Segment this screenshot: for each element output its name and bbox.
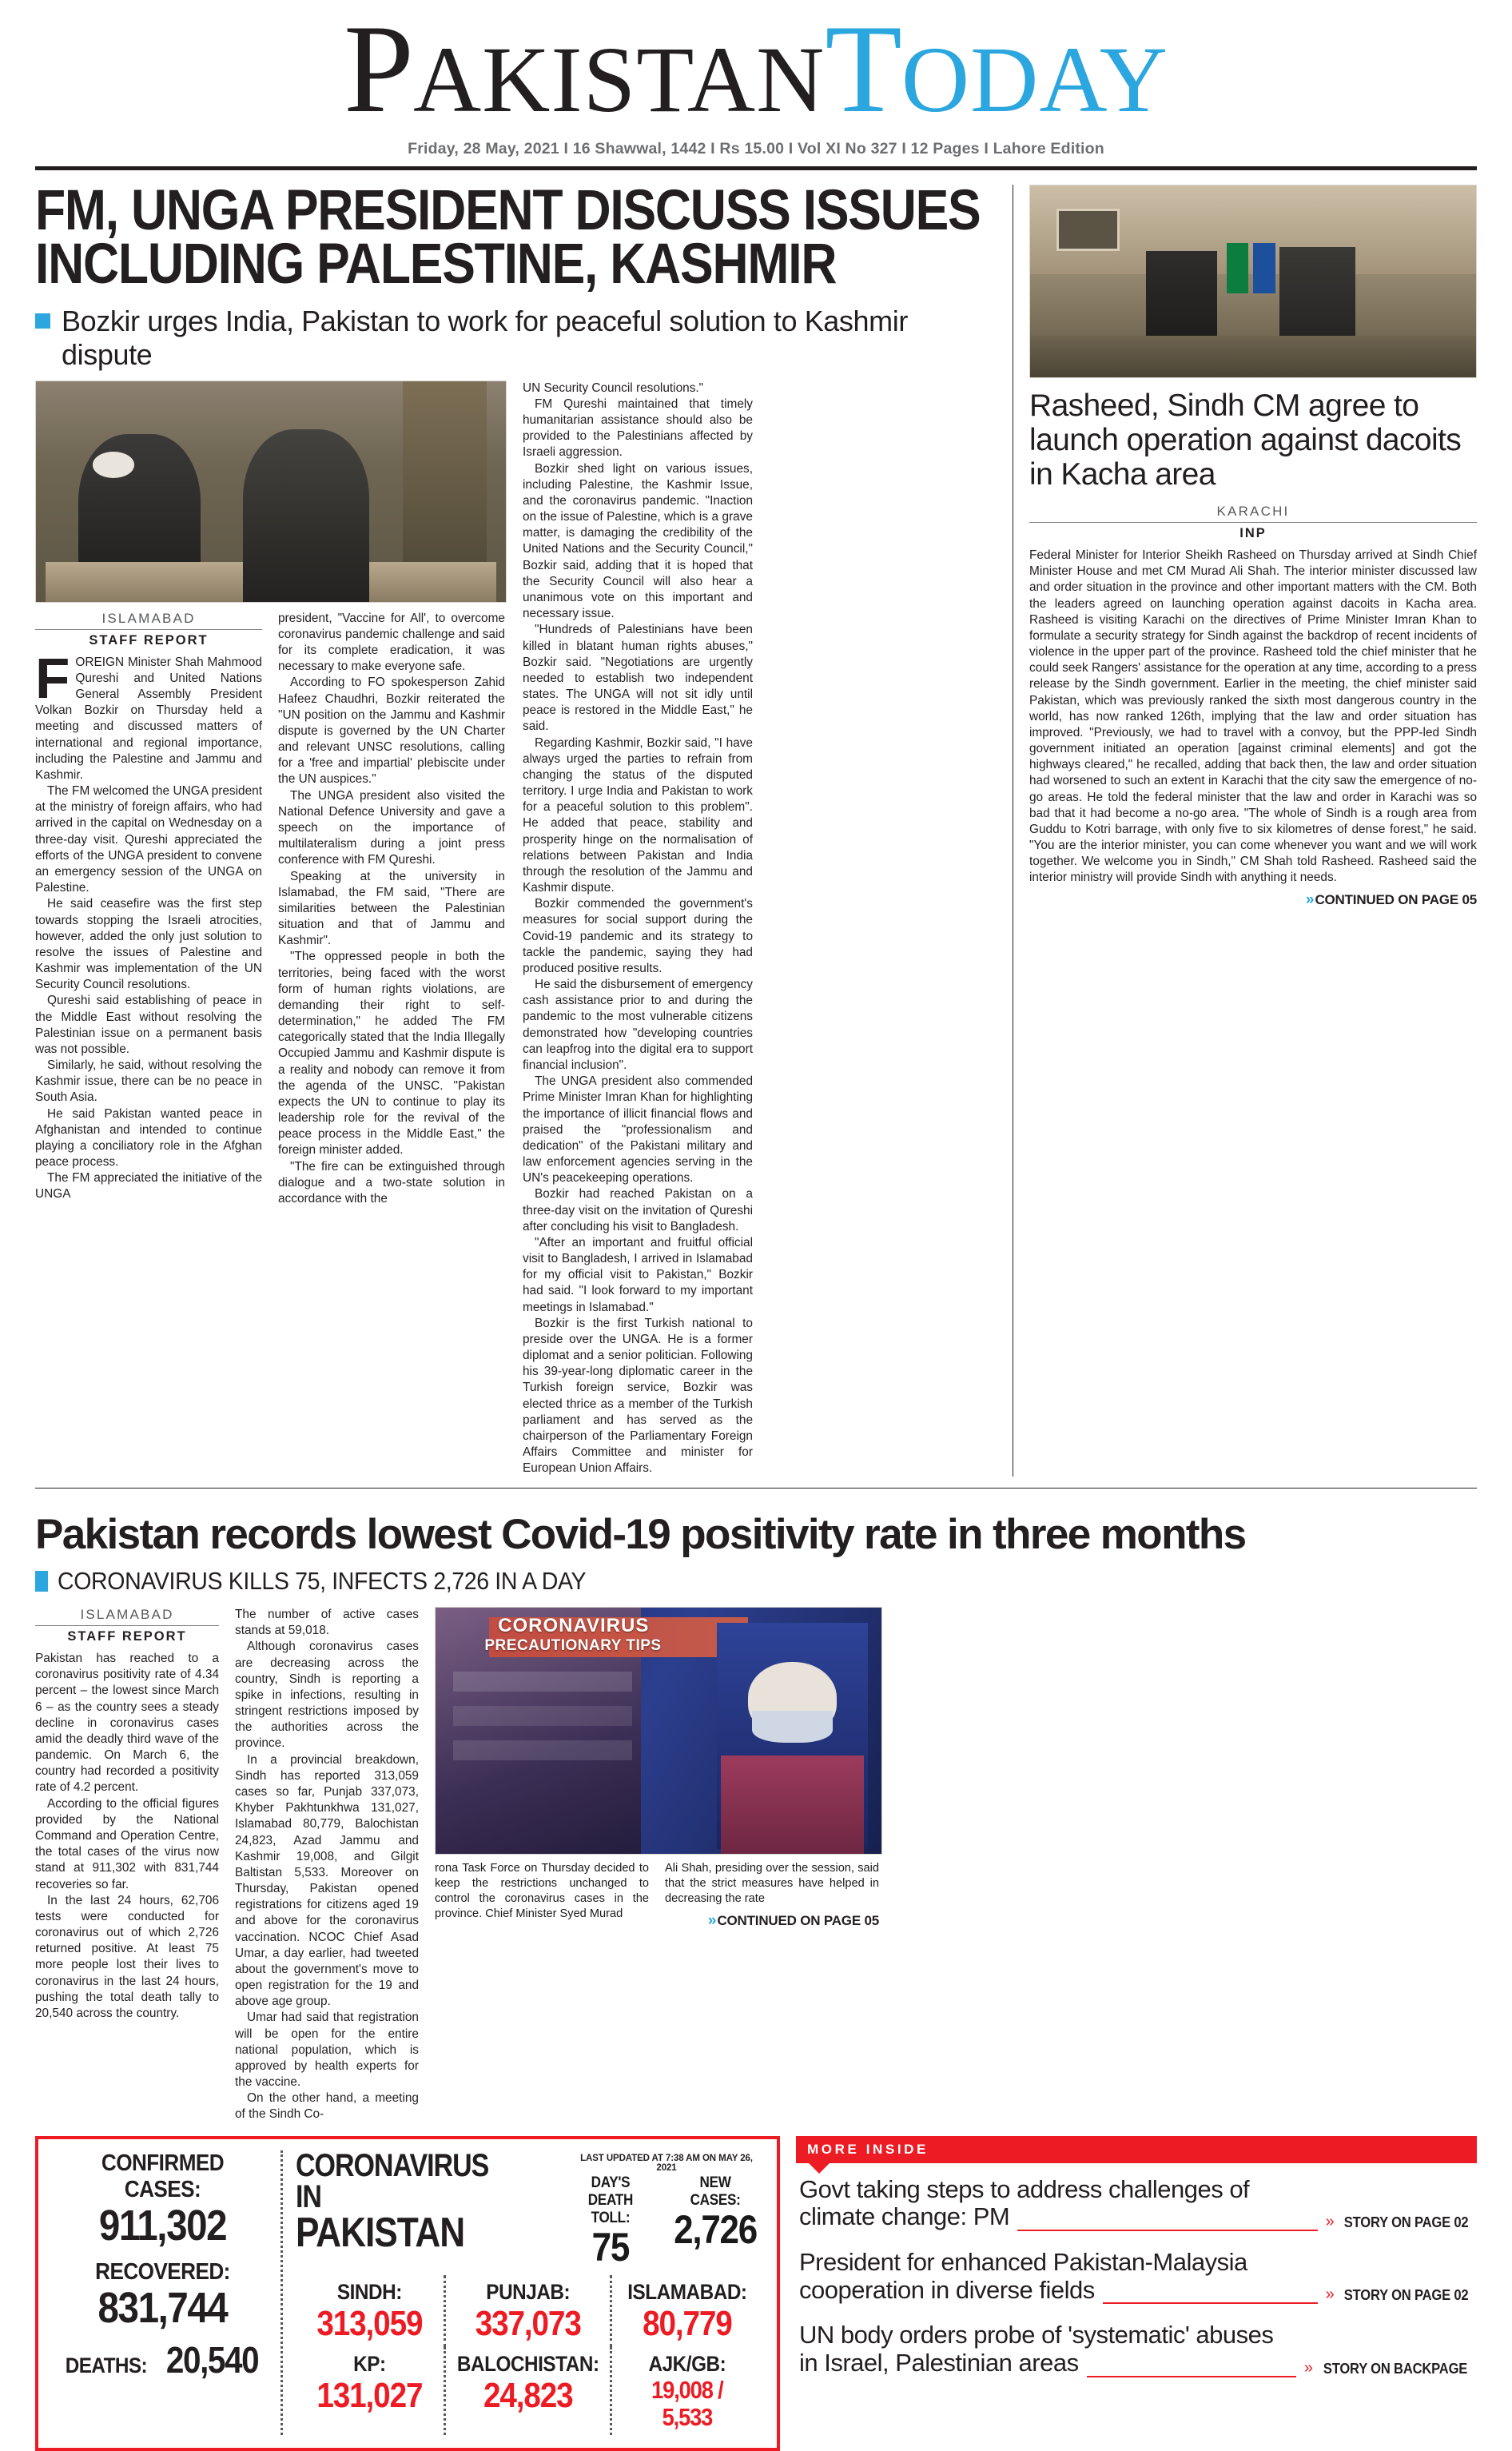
lead-column-2 — [278, 611, 505, 1207]
paragraph: The number of active cases stands at 59,018. — [235, 1608, 419, 1638]
province-value: 313,059 — [316, 2303, 423, 2343]
paragraph: The UNGA president also visited the National Defence University and gave a speech on the importance of multilateralism during a joint press conference with FM Qureshi. — [278, 788, 505, 867]
paragraph: Umar had said that registration will be open for the entire national population, which is approved by health experts for the vaccine. — [235, 2011, 419, 2090]
paragraph: According to the official figures provided by the National Command and Operation Centre, the total cases of the virus now stand at 911,302 with 831,744 recoveries so far. — [35, 1796, 219, 1891]
lead-column-1 — [35, 611, 262, 1207]
paragraph: He said Pakistan wanted peace in Afghanistan and intended to continue playing a conciliatory role in the Afghan peace process. — [35, 1106, 262, 1170]
paragraph: He said ceasefire was the first step towards stopping the Israeli atrocities, however, added the only just solution to resolve the issues of Palestine and Kashmir was implementation of the UN Security Council resolutions. — [35, 897, 262, 992]
side-story-headline[interactable]: Rasheed, Sindh CM agree to launch operation against dacoits in Kacha area — [1029, 389, 1462, 492]
photo-accent — [1056, 209, 1119, 251]
paragraph: Qureshi said establishing of peace in the Middle East without resolving the Palestinian issue on a permanent basis was not possible. — [35, 994, 262, 1056]
deaths-value: 20,540 — [165, 2338, 259, 2381]
deaths-label: DEATHS: — [65, 2353, 148, 2377]
paragraph: president, "Vaccine for All', to overcome coronavirus pandemic challenge and said for its complete eradication, it was necessary to make everyone safe. — [278, 611, 505, 674]
photo-accent — [93, 452, 135, 478]
lead-dateline — [35, 611, 262, 648]
paragraph: "Hundreds of Palestinians have been killed in blatant human rights abuses," Bozkir said. "Negotiations are urgently needed to establish two independent states. The UNGA will not sit idly until peace is restored in the Middle East," he said. — [523, 623, 753, 734]
province-label: KP: — [353, 2352, 386, 2377]
paragraph: FM Qureshi maintained that timely humanitarian assistance should also be provided to the Palestinians affected by Israeli aggression. — [523, 397, 753, 460]
chevron-right-icon: » — [1305, 891, 1311, 908]
photo-overlay-subtitle: PRECAUTIONARY TIPS — [484, 1637, 662, 1655]
paragraph: Bozkir commended the government's measures for social support during the Covid-19 pandemic and its strategy to tackle the pandemic, saying they had produced positive results. — [523, 897, 753, 975]
chevron-right-icon: » — [1325, 2213, 1331, 2231]
last-updated-label: LAST UPDATED AT 7:38 AM ON MAY 26, 2021 — [580, 2153, 753, 2173]
confirmed-cases-label: CONFIRMED CASES: — [101, 2150, 225, 2202]
photo-accent — [1253, 243, 1275, 293]
paragraph: UN Security Council resolutions." — [523, 381, 704, 395]
new-cases-label: NEW CASES: — [690, 2174, 741, 2209]
paragraph: Pakistan has reached to a coronavirus positivity rate of 4.34 percent – the lowest since March 6 – as the country sees a steady decline in coronavirus cases amid the deadly third wave of the pandemic. On March 6, the country had recorded a positivity rate of 4.2 percent. — [35, 1652, 219, 1795]
paragraph: He said the disbursement of emergency cash assistance prior to and during the pandemic to the most vulnerable citizens demonstrated how "developing countries can leapfrog into the digital era to support financial inclusion". — [523, 978, 753, 1072]
masthead-oday: ODAY — [901, 27, 1168, 132]
continued-label: CONTINUED ON PAGE 05 — [1315, 891, 1477, 907]
stat-box-header — [296, 2147, 762, 2270]
province-cell — [446, 2347, 612, 2435]
side-story — [1013, 185, 1477, 1477]
province-value: 19,008 / 5,533 — [651, 2376, 723, 2431]
photo-accent — [1030, 336, 1476, 378]
side-story-photo — [1029, 185, 1477, 378]
covid-dateline — [35, 1607, 219, 1644]
dateline-city: KARACHI — [1029, 504, 1477, 523]
masthead-akistan: AKISTAN — [412, 27, 826, 132]
divider-line — [1087, 2376, 1296, 2377]
paragraph: Although coronavirus cases are decreasing across the country, Sindh is reporting a spike in infections, resulting in stringent restrictions imposed by the authorities across the province. — [235, 1640, 419, 1751]
chevron-right-icon: » — [1303, 2358, 1310, 2377]
stat-box-right — [283, 2147, 762, 2435]
covid-column-1 — [35, 1607, 219, 2123]
drop-cap: F — [35, 647, 70, 711]
province-value: 131,027 — [316, 2376, 423, 2416]
dateline-city: ISLAMABAD — [35, 611, 262, 630]
paragraph: Similarly, he said, without resolving the Kashmir issue, there can be no peace in South Asia. — [35, 1058, 262, 1105]
inside-headline-line2: climate change: PM — [799, 2202, 1010, 2231]
province-cell — [612, 2347, 762, 2435]
recovered-label: RECOVERED: — [95, 2259, 230, 2286]
masthead — [35, 0, 1477, 166]
day-death-toll — [571, 2174, 651, 2270]
photo-accent — [721, 1756, 864, 1854]
paragraph — [35, 647, 262, 783]
chevron-right-icon: » — [1325, 2286, 1331, 2304]
lead-column-3 — [523, 381, 753, 1477]
covid-kicker — [35, 1567, 882, 1596]
photo-overlay-title: CORONAVIRUS — [498, 1615, 650, 1637]
paragraph: Bozkir had reached Pakistan on a three-day visit on the invitation of Qureshi after concluding his visit to Bangladesh. — [523, 1187, 753, 1233]
day-death-label: DAY'S DEATH TOLL: — [587, 2174, 634, 2226]
stat-box-left — [53, 2150, 283, 2435]
paragraph: The FM welcomed the UNGA president at the ministry of foreign affairs, who had arrived in the capital on Wednesday on a three-day visit. Qureshi appreciated the efforts of the UNGA president to convene an emergency session of the UNGA on Palestine. — [35, 784, 262, 895]
inside-headline-line1: Govt taking steps to address challenges of — [799, 2174, 1250, 2203]
province-value: 24,823 — [483, 2376, 573, 2416]
lead-headline[interactable]: FM, UNGA PRESIDENT DISCUSS ISSUES INCLUDING PALESTINE, KASHMIR — [35, 179, 981, 297]
paragraph: The FM appreciated the initiative of the UNGA — [35, 1171, 262, 1202]
photo-accent — [46, 562, 496, 602]
bullet-square-icon — [35, 313, 50, 329]
side-story-continued[interactable] — [1029, 891, 1477, 909]
continued-label: CONTINUED ON PAGE 05 — [717, 1913, 879, 1928]
paragraph: Bozkir shed light on various issues, including Palestine, the Kashmir Issue, and the coronavirus pandemic. "Inaction on the issue of Palestine, which is a grave matter, is damaging the credibility of the United Nations and the Security Council," Bozkir said, adding that it is hoped that the Security Council will also hear a unanimous vote on this important and necessary issue. — [523, 461, 753, 621]
covid-caption-row — [435, 1861, 882, 1931]
province-label: AJK/GB: — [648, 2352, 726, 2377]
province-cell — [296, 2275, 446, 2348]
photo-accent — [453, 1740, 631, 1760]
province-label: ISLAMABAD: — [627, 2279, 747, 2304]
photo-accent — [453, 1706, 631, 1726]
province-label: BALOCHISTAN: — [456, 2352, 599, 2377]
recovered-value: 831,744 — [97, 2284, 228, 2333]
section-rule — [35, 1488, 1477, 1489]
deaths-row — [53, 2338, 273, 2381]
dateline-source: INP — [1239, 526, 1267, 541]
covid-kicker-text: CORONAVIRUS KILLS 75, INFECTS 2,726 IN A DAY — [58, 1567, 587, 1596]
paragraph-text: OREIGN Minister Shah Mahmood Qureshi and United Nations General Assembly President Volkan Bozkir on Thursday held a meeting and discussed matters of international and regional importance, including the Palestine and Jammu and Kashmir. — [35, 655, 262, 782]
lead-kicker — [35, 305, 995, 373]
bullet-square-icon — [35, 1571, 48, 1592]
masthead-dateline: Friday, 28 May, 2021 I 16 Shawwal, 1442 I Rs 15.00 I Vol XI No 327 I 12 Pages I Lahore Edition — [408, 140, 1104, 158]
lead-story — [35, 179, 995, 1477]
paragraph: Bozkir is the first Turkish national to preside over the UNGA. He is a former diplomat and a senior politician. Following his 39-year-long diplomatic career in the Turkish foreign service, Bozkir was elected thrice as a member of the Turkish parliament and has served as the chairperson of the Parliamentary Foreign Affairs Committee and minister for European Union Affairs. — [523, 1316, 753, 1476]
province-value: 337,073 — [475, 2303, 581, 2343]
stat-box-title — [296, 2147, 520, 2256]
paragraph: Speaking at the university in Islamabad, the FM said, "There are similarities between the Palestinian situation and that of Jammu and Kashmir". — [278, 869, 505, 948]
stat-title-line1: CORONAVIRUS IN — [296, 2147, 489, 2214]
province-label: PUNJAB: — [486, 2279, 570, 2304]
paragraph: Regarding Kashmir, Bozkir said, "I have always urged the parties to refrain from changing the status of the disputed territory. I urge India and Pakistan to work for a peaceful solution to this problem". He added that peace, stability and prosperity hinge on the normalisation of relations between Pakistan and India through the resolution of the Jammu and Kashmir dispute. — [523, 735, 753, 895]
story-reference[interactable]: STORY ON PAGE 02 — [1343, 2287, 1469, 2304]
photo-caption-left: rona Task Force on Thursday decided to keep the restrictions unchanged to control the coronavirus cases in the province. Chief Minister Syed Murad — [435, 1862, 649, 1920]
divider-line — [1103, 2302, 1318, 2304]
inside-headline-line1: UN body orders probe of 'systematic' abuses — [799, 2321, 1274, 2349]
province-grid — [296, 2275, 762, 2435]
story-reference[interactable]: STORY ON PAGE 02 — [1343, 2214, 1469, 2231]
dateline-city: ISLAMABAD — [35, 1607, 219, 1626]
province-cell — [446, 2275, 612, 2348]
covid-body — [35, 1607, 882, 2123]
lead-block — [35, 170, 1477, 1477]
masthead-t: T — [825, 0, 901, 139]
paragraph: "After an important and fruitful official visit to Bangladesh, I arrived in Islamabad for my official visit to Pakistan," Bozkir had said. "I look forward to my important meetings in Islamabad." — [523, 1235, 753, 1314]
covid-column-2 — [235, 1607, 419, 2123]
inside-footer — [799, 2349, 1474, 2377]
paragraph: According to FO spokesperson Zahid Hafeez Chaudhri, Bozkir reiterated the "UN position on the Jammu and Kashmir dispute is governed by the UN Charter and relevant UNSC resolutions, calling for a 'free and impartial' plebiscite under the UN auspices." — [278, 676, 505, 787]
paragraph: "The oppressed people in both the territories, being faced with the worst form of human rights violations, are demanding their right to self-determination," he added The FM categorically stated that the India Illegally Occupied Jammu and Kashmir dispute is a reality and nobody can remove it from the agenda of the UNSC. "Pakistan expects the UN to continue to play its leadership role for the revival of the peace process in the Middle East," the foreign minister added. — [278, 950, 505, 1158]
paragraph: "The fire can be extinguished through dialogue and a two-state solution in accordance with the — [278, 1159, 505, 1206]
photo-accent — [453, 1672, 631, 1692]
paragraph: In a provincial breakdown, Sindh has reported 313,059 cases so far, Punjab 337,073, Khyber Pakhtunkhwa 131,027, Islamabad 80,779, Balochistan 24,823, Azad Jammu and Kashmir 19,008, and Gilgit Baltistan 5,533. Moreover on Thursday, Pakistan opened registrations for citizens aged 19 and above for the coronavirus vaccination. NCOC Chief Asad Umar, a day earlier, had tweeted about the government's move to open registration for the 19 and above age group. — [235, 1752, 419, 2009]
side-story-dateline — [1029, 504, 1477, 541]
masthead-wordmark[interactable] — [35, 0, 1477, 139]
day-death-value: 75 — [591, 2224, 630, 2270]
chevron-right-icon: » — [707, 1912, 713, 1929]
covid-story — [35, 1501, 1477, 2122]
divider-line — [1017, 2230, 1317, 2231]
photo-caption-right — [665, 1861, 879, 1931]
new-cases — [668, 2174, 762, 2267]
more-inside-item[interactable] — [796, 2163, 1477, 2236]
province-value: 80,779 — [643, 2303, 732, 2343]
province-label: SINDH: — [336, 2279, 402, 2304]
paragraph: In the last 24 hours, 62,706 tests were conducted for coronavirus out of which 2,726 returned positive. At least 75 more people lost their lives to coronavirus in the last 24 hours, pushing the total death tally to 20,540 across the country. — [35, 1893, 219, 2020]
confirmed-cases-value: 911,302 — [98, 2201, 227, 2250]
paragraph: Federal Minister for Interior Sheikh Rasheed on Thursday arrived at Sindh Chief Minister House and met CM Murad Ali Shah. The interior minister discussed law and order situation in the province and other important matters with the CM. Both the leaders agreed on launching operation against dacoits in Kacha area. Rasheed is visiting Karachi on the directives of Prime Minister Imran Khan to formulate a security strategy for Sindh against the backdrop of recent incidents of violence in the upper part of the province. Rasheed told the chief minister that he could seek Rangers' assistance for the operation at any time, according to a press release by the Sindh government. Earlier in the meeting, the chief minister said Pakistan, which was previously ranked the sixth most dangerous country in the world, has now ranked 126th, implying that the law and order situation has improved. "Previously, we had to travel with a convoy, but the PPP-led Sindh government initiated an operation [against criminal elements] and got the highways cleared," he recalled, adding that back then, the law and order situation had worsened to such an extent in Karachi that the city saw the emergence of no-go areas. He told the federal minister that the law and order in Karachi was so bad that it had become a no-go area. "The whole of Sindh is a rough area from Guddu to Kotri barrage, with only five to six kilometres of dense forest," he said. "You are the interior minister, you can come whenever you want and we will work together. We welcome you in Sindh," CM Shah told Rasheed. Rasheed said the interior ministry will provide Sindh with anything it needs. — [1029, 548, 1477, 885]
more-inside-item[interactable] — [796, 2309, 1477, 2381]
covid-photo — [435, 1607, 882, 1855]
photo-accent — [1227, 243, 1249, 293]
dateline-source: STAFF REPORT — [67, 1629, 187, 1644]
caption-text: Ali Shah, presiding over the session, said that the strict measures have helped in decreasing the rate — [665, 1862, 879, 1906]
inside-headline-line1: President for enhanced Pakistan-Malaysia — [799, 2248, 1247, 2277]
photo-accent — [752, 1711, 832, 1743]
inside-headline-line2: in Israel, Palestinian areas — [799, 2349, 1079, 2377]
inside-headline-line2: cooperation in diverse fields — [799, 2275, 1095, 2304]
more-inside-header: MORE INSIDE — [796, 2136, 1477, 2163]
story-reference[interactable]: STORY ON BACKPAGE — [1323, 2360, 1468, 2377]
province-cell — [296, 2347, 446, 2435]
photo-accent — [261, 448, 304, 474]
paragraph: The UNGA president also commended Prime Minister Imran Khan for highlighting the importance of illicit financial flows and praised the "professionalism and dedication" of the Pakistani military and law enforcement agencies serving in the UN's peacekeeping operations. — [523, 1074, 753, 1186]
masthead-p: P — [344, 0, 413, 139]
stat-title-line2: PAKISTAN — [296, 2209, 465, 2256]
daily-figures — [571, 2173, 762, 2270]
province-cell — [612, 2275, 762, 2348]
inside-footer — [799, 2277, 1474, 2305]
new-cases-value: 2,726 — [673, 2206, 757, 2252]
paragraph: On the other hand, a meeting of the Sindh Co- — [235, 2091, 419, 2122]
covid-continued[interactable] — [665, 1911, 879, 1931]
lead-kicker-text: Bozkir urges India, Pakistan to work for peaceful solution to Kashmir dispute — [62, 304, 908, 372]
more-inside-item[interactable] — [796, 2236, 1477, 2309]
inside-footer — [799, 2203, 1474, 2231]
dateline-source: STAFF REPORT — [89, 632, 209, 648]
lead-body — [35, 381, 995, 1477]
covid-headline[interactable]: Pakistan records lowest Covid-19 positivity rate in three months — [35, 1511, 1246, 1559]
lead-photo — [35, 381, 507, 603]
